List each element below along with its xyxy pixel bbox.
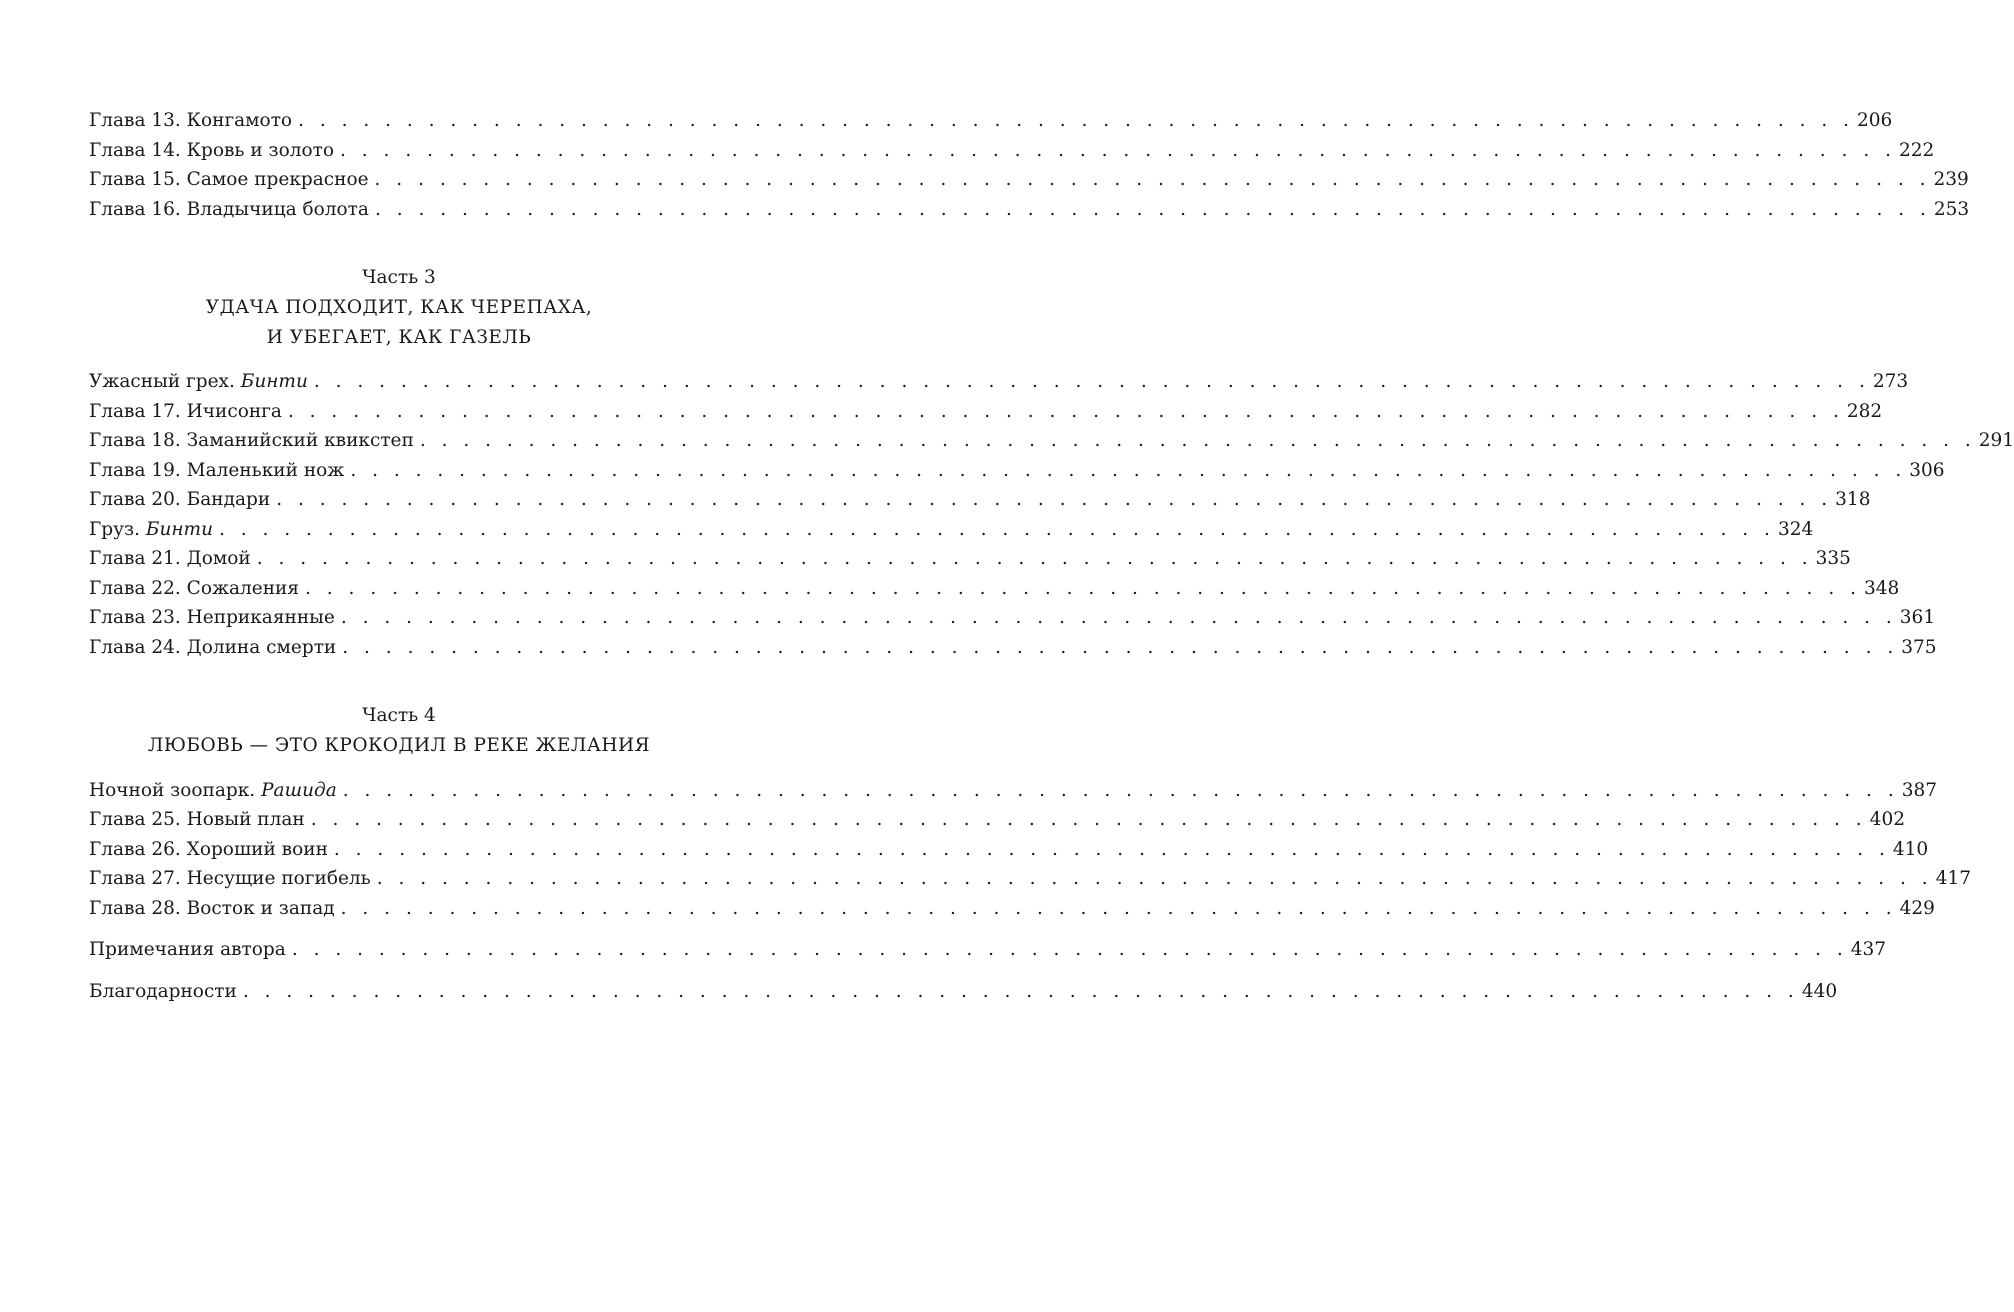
entry-title: Глава 20. Бандари — [89, 489, 271, 510]
entry-title: Глава 13. Конгамото — [89, 110, 293, 131]
entry-title: Глава 17. Ичисонга — [89, 400, 282, 422]
part-title-line: УДАЧА ПОДХОДИТ, КАК ЧЕРЕПАХА, — [205, 297, 593, 318]
entry-page: 387 — [1901, 779, 1938, 801]
dot-leader: . . . . . . . . . . . . . . . . . . . . . . . . . . . . . . . . . . . . . . . . . . . . . . . . . . . . . . . . . . . . . . . . . . . . . . . . — [291, 939, 1848, 960]
dot-leader: . . . . . . . . . . . . . . . . . . . . . . . . . . . . . . . . . . . . . . . . . . . . . . . . . . . . . . . . . . . . . . . . . . . . . . . . — [376, 868, 1933, 889]
entry-page: 440 — [1801, 980, 1838, 1002]
dot-leader: . . . . . . . . . . . . . . . . . . . . . . . . . . . . . . . . . . . . . . . . . . . . . . . . . . . . . . . . . . . . . . . . . . . . . . . . — [276, 489, 1833, 510]
toc-entry — [89, 426, 2014, 456]
part-title — [89, 731, 709, 761]
toc-entry — [89, 195, 1970, 225]
entry-title: Примечания автора — [89, 939, 286, 960]
entry-title: Груз. Бинти — [89, 518, 213, 540]
entry-title: Глава 19. Маленький нож — [89, 459, 345, 481]
toc-entry — [89, 136, 1935, 166]
toc-entry — [89, 367, 1909, 397]
toc-entry — [89, 544, 1851, 574]
toc-entry — [89, 935, 1887, 965]
entry-page: 375 — [1901, 636, 1937, 658]
dot-leader: . . . . . . . . . . . . . . . . . . . . . . . . . . . . . . . . . . . . . . . . . . . . . . . . . . . . . . . . . . . . . . . . . . . . . . . . — [313, 371, 1870, 392]
entry-page: 348 — [1863, 577, 1900, 599]
part-2-entries — [89, 106, 1970, 224]
part-title-line: И УБЕГАЕТ, КАК ГАЗЕЛЬ — [266, 326, 532, 348]
entry-title: Глава 26. Хороший воин — [89, 838, 328, 860]
entry-author: Рашида — [261, 779, 337, 801]
toc-entry — [89, 574, 1900, 604]
toc-entry — [89, 864, 1971, 894]
entry-title: Глава 27. Несущие погибель — [89, 868, 371, 889]
dot-leader: . . . . . . . . . . . . . . . . . . . . . . . . . . . . . . . . . . . . . . . . . . . . . . . . . . . . . . . . . . . . . . . . . . . . . . . . — [340, 607, 1897, 628]
part-title-line: ЛЮБОВЬ — ЭТО КРОКОДИЛ В РЕКЕ ЖЕЛАНИЯ — [147, 735, 651, 756]
part-title — [89, 293, 709, 352]
toc-entry — [89, 165, 1969, 195]
dot-leader: . . . . . . . . . . . . . . . . . . . . . . . . . . . . . . . . . . . . . . . . . . . . . . . . . . . . . . . . . . . . . . . . . . . . . . . . — [342, 636, 1899, 658]
dot-leader: . . . . . . . . . . . . . . . . . . . . . . . . . . . . . . . . . . . . . . . . . . . . . . . . . . . . . . . . . . . . . . . . . . . . . . . . — [242, 980, 1799, 1002]
toc-entry — [89, 106, 1893, 136]
entry-title: Глава 21. Домой — [89, 548, 251, 569]
toc-entry — [89, 515, 1814, 545]
part-3-header — [89, 263, 709, 352]
entry-title: Глава 28. Восток и запад — [89, 897, 335, 919]
toc-entry — [89, 485, 1871, 515]
entry-title: Глава 24. Долина смерти — [89, 636, 337, 658]
entry-page: 437 — [1850, 939, 1887, 960]
dot-leader: . . . . . . . . . . . . . . . . . . . . . . . . . . . . . . . . . . . . . . . . . . . . . . . . . . . . . . . . . . . . . . . . . . . . . . . . — [310, 809, 1867, 830]
entry-author: Бинти — [240, 371, 308, 392]
entry-title: Глава 23. Неприкаянные — [89, 607, 335, 628]
dot-leader: . . . . . . . . . . . . . . . . . . . . . . . . . . . . . . . . . . . . . . . . . . . . . . . . . . . . . . . . . . . . . . . . . . . . . . . . — [305, 577, 1861, 599]
entry-page: 417 — [1935, 868, 1971, 889]
entry-page: 318 — [1835, 489, 1871, 510]
entry-page: 239 — [1933, 169, 1969, 190]
dot-leader: . . . . . . . . . . . . . . . . . . . . . . . . . . . . . . . . . . . . . . . . . . . . . . . . . . . . . . . . . . . . . . . . . . . . . . . . — [256, 548, 1813, 569]
dot-leader: . . . . . . . . . . . . . . . . . . . . . . . . . . . . . . . . . . . . . . . . . . . . . . . . . . . . . . . . . . . . . . . . . . . . . . . . — [350, 459, 1907, 481]
dot-leader: . . . . . . . . . . . . . . . . . . . . . . . . . . . . . . . . . . . . . . . . . . . . . . . . . . . . . . . . . . . . . . . . . . . . . . . . — [287, 400, 1844, 422]
part-3-entries — [89, 367, 2014, 662]
entry-page: 361 — [1899, 607, 1936, 628]
dot-leader: . . . . . . . . . . . . . . . . . . . . . . . . . . . . . . . . . . . . . . . . . . . . . . . . . . . . . . . . . . . . . . . . . . . . . . . . — [333, 838, 1890, 860]
table-of-contents — [89, 106, 2014, 1006]
entry-page: 291 — [1978, 430, 2014, 451]
toc-entry — [89, 805, 1905, 835]
entry-page: 335 — [1815, 548, 1851, 569]
dot-leader: . . . . . . . . . . . . . . . . . . . . . . . . . . . . . . . . . . . . . . . . . . . . . . . . . . . . . . . . . . . . . . . . . . . . . . . . — [340, 139, 1896, 161]
entry-author: Бинти — [145, 518, 213, 540]
part-label: Часть 4 — [362, 705, 436, 726]
dot-leader: . . . . . . . . . . . . . . . . . . . . . . . . . . . . . . . . . . . . . . . . . . . . . . . . . . . . . . . . . . . . . . . . . . . . . . . . — [419, 430, 1976, 451]
toc-entry — [89, 776, 1938, 806]
entry-title: Глава 22. Сожаления — [89, 577, 300, 599]
entry-title: Глава 14. Кровь и золото — [89, 139, 335, 161]
entry-title: Глава 18. Заманийский квикстеп — [89, 430, 414, 451]
entry-page: 429 — [1899, 897, 1935, 919]
entry-title: Ужасный грех. Бинти — [89, 371, 308, 392]
entry-page: 253 — [1933, 198, 1970, 220]
dot-leader: . . . . . . . . . . . . . . . . . . . . . . . . . . . . . . . . . . . . . . . . . . . . . . . . . . . . . . . . . . . . . . . . . . . . . . . . — [219, 518, 1775, 540]
entry-page: 282 — [1846, 400, 1883, 422]
entry-page: 222 — [1898, 139, 1935, 161]
entry-page: 206 — [1857, 110, 1893, 131]
entry-title: Глава 25. Новый план — [89, 809, 305, 830]
part-4-entries — [89, 776, 1971, 924]
part-label: Часть 3 — [362, 267, 436, 288]
entry-page: 306 — [1909, 459, 1945, 481]
toc-entry — [89, 835, 1929, 865]
toc-entry — [89, 397, 1883, 427]
part-4-header — [89, 701, 709, 761]
dot-leader: . . . . . . . . . . . . . . . . . . . . . . . . . . . . . . . . . . . . . . . . . . . . . . . . . . . . . . . . . . . . . . . . . . . . . . . . — [340, 897, 1897, 919]
toc-entry — [89, 603, 1936, 633]
entry-page: 273 — [1872, 371, 1909, 392]
toc-entry — [89, 633, 1937, 663]
entry-title: Ночной зоопарк. Рашида — [89, 779, 337, 801]
back-matter — [89, 935, 1887, 1006]
dot-leader: . . . . . . . . . . . . . . . . . . . . . . . . . . . . . . . . . . . . . . . . . . . . . . . . . . . . . . . . . . . . . . . . . . . . . . . . — [342, 779, 1899, 801]
entry-title: Благодарности — [89, 980, 237, 1002]
entry-title: Глава 15. Самое прекрасное — [89, 169, 369, 190]
entry-title: Глава 16. Владычица болота — [89, 198, 369, 220]
entry-page: 402 — [1869, 809, 1905, 830]
entry-page: 410 — [1892, 838, 1929, 860]
entry-page: 324 — [1777, 518, 1814, 540]
dot-leader: . . . . . . . . . . . . . . . . . . . . . . . . . . . . . . . . . . . . . . . . . . . . . . . . . . . . . . . . . . . . . . . . . . . . . . . . — [374, 198, 1931, 220]
toc-entry — [89, 894, 1935, 924]
toc-entry — [89, 456, 1945, 486]
toc-entry — [89, 977, 1838, 1007]
dot-leader: . . . . . . . . . . . . . . . . . . . . . . . . . . . . . . . . . . . . . . . . . . . . . . . . . . . . . . . . . . . . . . . . . . . . . . . . — [298, 110, 1855, 131]
dot-leader: . . . . . . . . . . . . . . . . . . . . . . . . . . . . . . . . . . . . . . . . . . . . . . . . . . . . . . . . . . . . . . . . . . . . . . . . — [374, 169, 1931, 190]
